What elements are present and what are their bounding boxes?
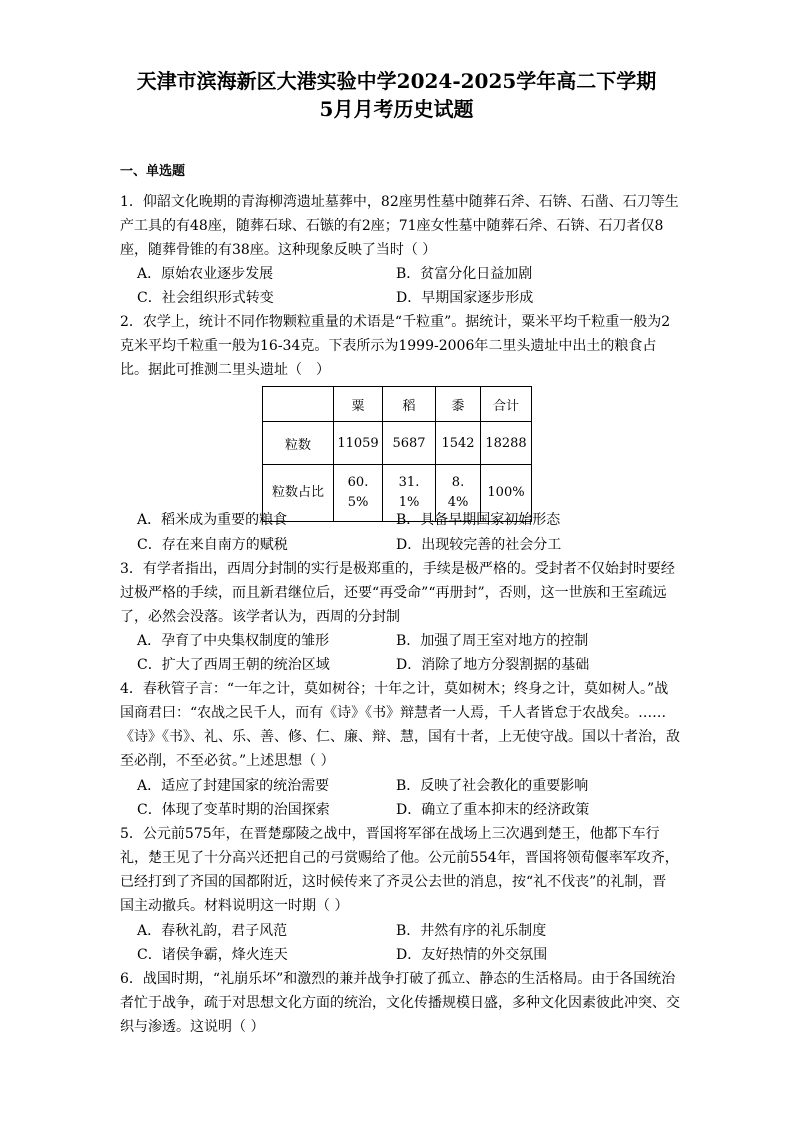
- question-3-option-b[interactable]: B．加强了周王室对地方的控制: [396, 633, 589, 649]
- question-3-option-c[interactable]: C．扩大了西周王朝的统治区域: [137, 657, 330, 673]
- question-5-option-d[interactable]: D．友好热情的外交氛围: [396, 947, 548, 963]
- question-3-stem: 3．有学者指出，西周分封制的实行是极郑重的，手续是极严格的。受封者不仅始封时要经过极严格的手续，而且新君继位后，还要“再受命”“再册封”，否则，这一世族和王室疏远了，必然会没落。该学者认为，西周的分封制: [120, 561, 675, 625]
- table-cell: 粒数: [263, 422, 334, 465]
- question-2-stem: 2．农学上，统计不同作物颗粒重量的术语是“千粒重”。据统计，粟米平均千粒重一般为2克米平均千粒重一般为16-34克。下表所示为1999-2006年二里头遗址中出土的粮食占比。据此可推测二里头遗址（ ）: [120, 314, 671, 378]
- table-cell: 18288: [481, 422, 532, 465]
- table-header-cell: 黍: [436, 387, 481, 422]
- question-2-option-b[interactable]: B．具备早期国家初始形态: [396, 512, 561, 528]
- question-3-option-d[interactable]: D．消除了地方分裂割据的基础: [396, 657, 590, 673]
- question-5-option-a[interactable]: A．春秋礼韵，君子风范: [137, 923, 288, 939]
- question-1-option-b[interactable]: B．贫富分化日益加剧: [396, 266, 533, 282]
- table-cell: 粒数占比: [263, 465, 334, 522]
- table-header-cell: [263, 387, 334, 422]
- question-1-stem: 1．仰韶文化晚期的青海柳湾遗址墓葬中，82座男性墓中随葬石斧、石锛、石凿、石刀等生产工具的有48座，随葬石球、石镞的有2座；71座女性墓中随葬石斧、石锛、石刀者仅8座，随葬骨锥的有38座。这种现象反映了当时（ ）: [120, 194, 679, 258]
- exam-title-line2: 5月月考历史试题: [319, 97, 474, 121]
- table-cell: 1542: [436, 422, 481, 465]
- section-heading: 一、单选题: [120, 164, 186, 179]
- table-cell-value: 60.5%: [347, 475, 369, 510]
- question-2-option-c[interactable]: C．存在来自南方的赋税: [137, 537, 288, 553]
- question-1-option-a[interactable]: A．原始农业逐步发展: [137, 266, 274, 282]
- table-cell: 100%: [481, 465, 532, 522]
- question-2-option-a[interactable]: A．稻米成为重要的粮食: [137, 512, 288, 528]
- table-row: [263, 422, 532, 465]
- exam-title-line1: 天津市滨海新区大港实验中学2024-2025学年高二下学期: [136, 69, 657, 93]
- question-4-option-a[interactable]: A．适应了封建国家的统治需要: [137, 778, 330, 794]
- question-4-option-c[interactable]: C．体现了变革时期的治国探索: [137, 802, 330, 818]
- table-cell: 5687: [383, 422, 436, 465]
- table-header-cell: 稻: [383, 387, 436, 422]
- question-6-stem: 6．战国时期，“礼崩乐坏”和激烈的兼并战争打破了孤立、静态的生活格局。由于各国统治者忙于战争，疏于对思想文化方面的统治，文化传播规模日盛，多种文化因素彼此冲突、交织与渗透。这说明（ ）: [120, 971, 680, 1035]
- grain-table: [262, 386, 532, 522]
- table-header-cell: 合计: [481, 387, 532, 422]
- question-5-option-b[interactable]: B．井然有序的礼乐制度: [396, 923, 547, 939]
- question-5-stem: 5．公元前575年，在晋楚鄢陵之战中，晋国将军郤在战场上三次遇到楚王，他都下车行礼，楚王见了十分高兴还把自己的弓赏赐给了他。公元前554年，晋国将领荀偃率军攻齐，已经打到了齐国的国都附近，这时候传来了齐灵公去世的消息，按“礼不伐丧”的礼制，晋国主动撤兵。材料说明这一时期（ ）: [120, 826, 679, 914]
- table-cell: 11059: [334, 422, 383, 465]
- question-1-option-c[interactable]: C．社会组织形式转变: [137, 290, 274, 306]
- question-4-stem: 4．春秋管子言：“一年之计，莫如树谷；十年之计，莫如树木；终身之计，莫如树人。”战国商君曰：“农战之民千人，而有《诗》《书》辩慧者一人焉，千人者皆怠于农战矣。……《诗》《书》、礼、乐、善、修、仁、廉、辩、慧，国有十者，上无使守战。国以十者治，敌至必削，不至必贫。”上述思想（ ）: [120, 681, 680, 769]
- question-1-option-d[interactable]: D．早期国家逐步形成: [396, 290, 534, 306]
- question-5-option-c[interactable]: C．诸侯争霸，烽火连天: [137, 947, 288, 963]
- question-4-option-b[interactable]: B．反映了社会教化的重要影响: [396, 778, 589, 794]
- question-3-option-a[interactable]: A．孕育了中央集权制度的雏形: [137, 633, 330, 649]
- question-2-option-d[interactable]: D．出现较完善的社会分工: [396, 537, 562, 553]
- table-cell-value: 31.1%: [398, 475, 420, 510]
- question-4-option-d[interactable]: D．确立了重本抑末的经济政策: [396, 802, 590, 818]
- table-cell: [334, 465, 383, 522]
- table-cell-value: 8.4%: [447, 475, 469, 510]
- table-header-cell: 粟: [334, 387, 383, 422]
- table-header-row: [263, 387, 532, 422]
